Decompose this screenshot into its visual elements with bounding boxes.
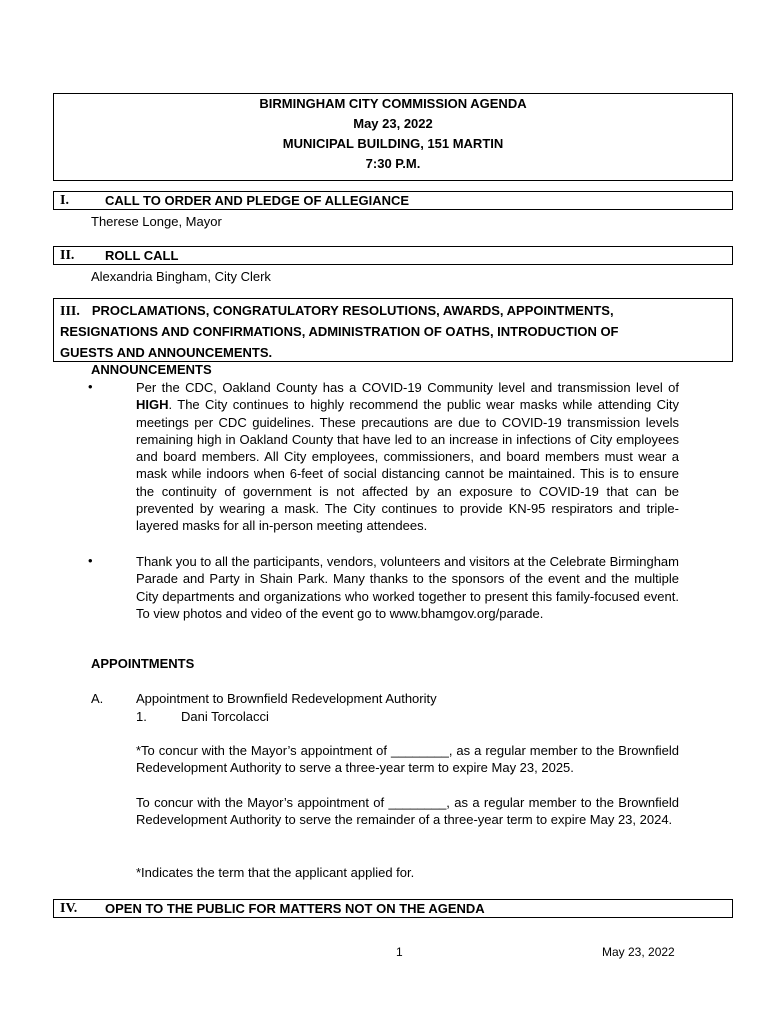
- section-number: IV.: [60, 901, 78, 916]
- appointment-motion-1: *To concur with the Mayor’s appointment of ________, as a regular member to the Brownfield Redevelopment Authority to serve a three-year term to expire May 23, 2025.: [136, 743, 679, 776]
- header-date: May 23, 2022: [353, 116, 433, 131]
- announcement-emphasis: HIGH: [136, 397, 169, 413]
- header-location: MUNICIPAL BUILDING, 151 MARTIN: [282, 136, 504, 151]
- section-number: II.: [60, 248, 75, 263]
- announcement-parade: Thank you to all the participants, vendors, volunteers and visitors at the Celebrate Birmingham Parade and Party in Shain Park. Many thanks to the sponsors of the event and the multiple City departments and organizations who worked together to present this family-focused event. To view photos and video of the event go to www.bhamgov.org/parade.: [136, 554, 679, 621]
- announcement-text: Per the CDC, Oakland County has a COVID-19 Community level and transmission level of: [136, 380, 679, 395]
- appointments-label: APPOINTMENTS: [91, 656, 195, 671]
- page-number: 1: [396, 945, 403, 959]
- announcement-covid: [136, 379, 679, 535]
- appointee-name: Dani Torcolacci: [181, 709, 269, 724]
- section-title: OPEN TO THE PUBLIC FOR MATTERS NOT ON THE AGENDA: [105, 901, 485, 916]
- section-1-presenter: Therese Longe, Mayor: [91, 214, 222, 229]
- header-title: BIRMINGHAM CITY COMMISSION AGENDA: [259, 96, 527, 111]
- section-number: I.: [60, 193, 69, 208]
- section-title: CALL TO ORDER AND PLEDGE OF ALLEGIANCE: [105, 193, 410, 208]
- footer-date: May 23, 2022: [602, 945, 675, 959]
- appointment-title: Appointment to Brownfield Redevelopment Authority: [136, 691, 437, 706]
- section-2-heading: [53, 246, 733, 265]
- appointment-letter: A.: [91, 691, 104, 706]
- section-title-line-3: GUESTS AND ANNOUNCEMENTS.: [60, 345, 273, 360]
- section-title-line-1: PROCLAMATIONS, CONGRATULATORY RESOLUTIONS, AWARDS, APPOINTMENTS,: [91, 303, 614, 318]
- appointment-note: *Indicates the term that the applicant applied for.: [136, 865, 415, 880]
- section-title-line-2: RESIGNATIONS AND CONFIRMATIONS, ADMINISTRATION OF OATHS, INTRODUCTION OF: [60, 324, 619, 339]
- section-1-heading: [53, 191, 733, 210]
- section-title: ROLL CALL: [105, 248, 179, 263]
- section-3-heading: [53, 298, 733, 362]
- agenda-header: [53, 93, 733, 181]
- section-number: III.: [60, 304, 80, 319]
- appointee-number: 1.: [136, 709, 147, 724]
- section-4-heading: [53, 899, 733, 918]
- bullet-icon: •: [88, 379, 93, 394]
- announcement-text: . The City continues to highly recommend the public wear masks while attending City meetings per CDC guidelines. These precautions are due to COVID-19 transmission levels remaining high in Oakland County that have led to an increase in infections of City employees and board members. All City employees, commissioners, and board members must wear a mask while indoors when 6-feet of social distancing cannot be maintained. This is to ensure the continuity of government is not affected by an exposure to COVID-19 that can be prevented by wearing a mask. The City continues to provide KN-95 respirators and triple-layered masks for all in-person meeting attendees.: [136, 397, 679, 534]
- section-2-presenter: Alexandria Bingham, City Clerk: [91, 269, 271, 284]
- appointment-motion-2: To concur with the Mayor’s appointment of ________, as a regular member to the Brownfield Redevelopment Authority to serve the remainder of a three-year term to expire May 23, 2024.: [136, 795, 679, 828]
- announcements-label: ANNOUNCEMENTS: [91, 362, 212, 377]
- header-time: 7:30 P.M.: [365, 156, 421, 171]
- bullet-icon: •: [88, 553, 93, 568]
